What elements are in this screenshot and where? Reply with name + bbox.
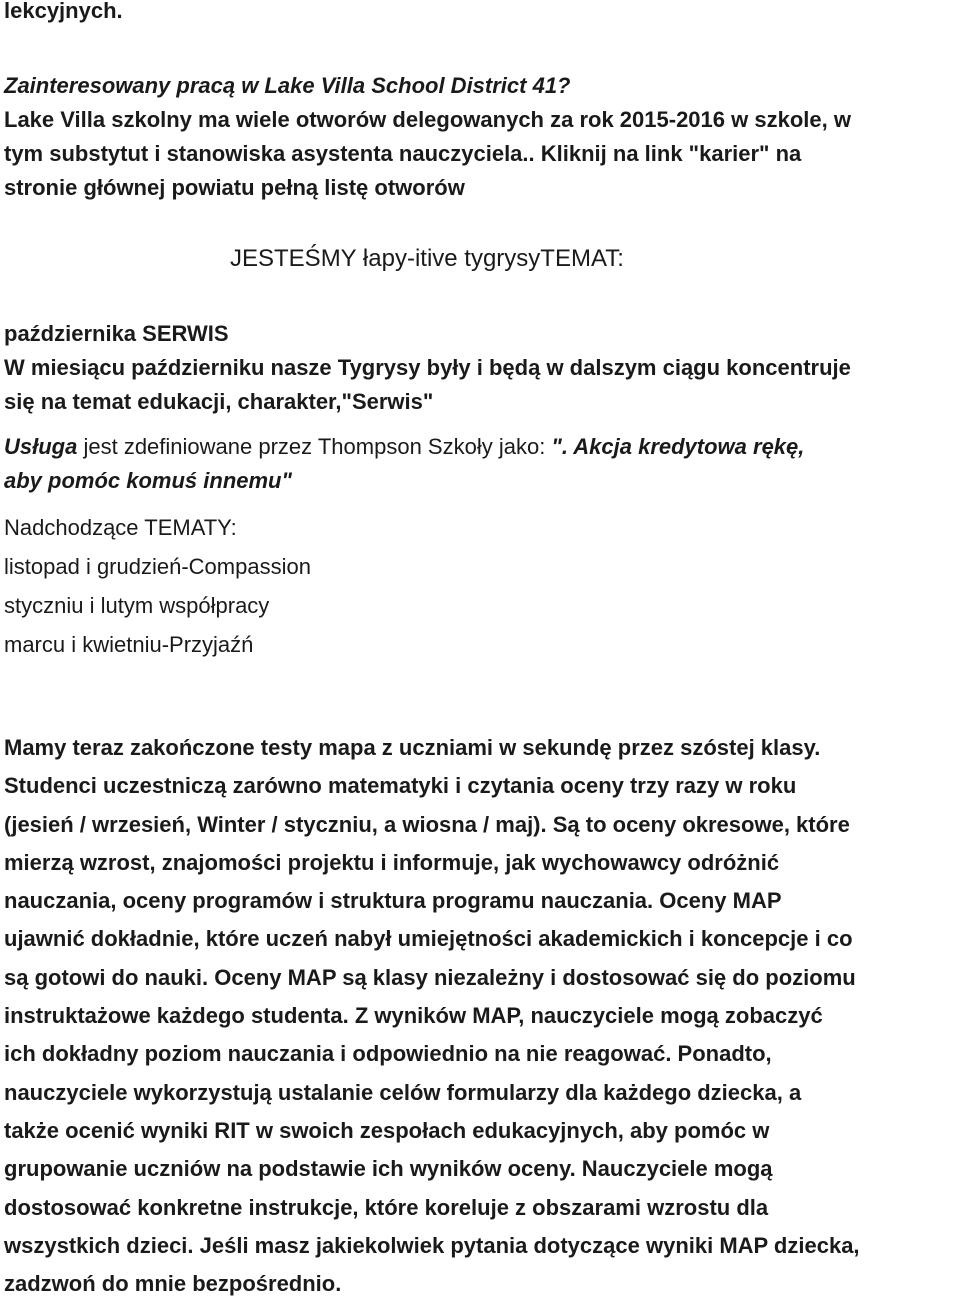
- job-openings-line-4: [4, 171, 851, 205]
- job-openings-line-3b: . Kliknij na link "karier" na: [528, 141, 802, 166]
- paragraph-line: nauczania, oceny programów i struktura programu nauczania. Oceny MAP: [4, 888, 782, 914]
- paragraph-line: także ocenić wyniki RIT w swoich zespołach edukacyjnych, aby pomóc w: [4, 1117, 770, 1143]
- job-openings-section: [4, 69, 851, 205]
- paragraph-line: są gotowi do nauki. Oceny MAP są klasy niezależny i dostosować się do poziomu: [4, 964, 856, 990]
- october-line-2: W miesiącu październiku nasze Tygrysy były i będą w dalszym ciągu koncentruje: [4, 355, 851, 380]
- paragraph-line: instruktażowe każdego studenta. Z wyników MAP, nauczyciele mogą zobaczyć: [4, 1003, 823, 1029]
- paragraph-line: (jesień / wrzesień, Winter / styczniu, a wiosna / maj). Są to oceny okresowe, które: [4, 811, 850, 837]
- paragraph-line: dostosować konkretne instrukcje, które koreluje z obszarami wzrostu dla: [4, 1194, 769, 1220]
- definition-text: jest zdefiniowane przez Thompson Szkoły jako:: [77, 434, 552, 459]
- top-fragment: lekcyjnych.: [4, 0, 123, 23]
- paragraph-line: ich dokładny poziom nauczania i odpowiednio na nie reagować. Ponadto,: [4, 1041, 772, 1067]
- upcoming-item: marcu i kwietniu-Przyjaźń: [4, 632, 254, 657]
- upcoming-item: listopad i grudzień-Compassion: [4, 554, 311, 579]
- job-openings-line-3a: tym substytut i stanowiska asystenta nauczyciela.: [4, 141, 529, 166]
- top-fragment-section: [4, 0, 123, 28]
- definition-line-1: [4, 430, 804, 464]
- job-openings-line-2: [4, 103, 851, 137]
- october-line-3: się na temat edukacji, charakter,"Serwis": [4, 389, 434, 414]
- october-service-section: [4, 317, 851, 419]
- paragraph-line: Studenci uczestniczą zarówno matematyki i czytania oceny trzy razy w roku: [4, 773, 797, 799]
- paragraph-line: wszystkich dzieci. Jeśli masz jakiekolwiek pytania dotyczące wyniki MAP dziecka,: [4, 1232, 860, 1258]
- map-testing-paragraph: [4, 729, 860, 1303]
- definition-word: Usługa: [4, 434, 78, 459]
- paragraph-line: Mamy teraz zakończone testy mapa z uczniami w sekundę przez szóstej klasy.: [4, 735, 821, 760]
- upcoming-title: Nadchodzące TEMATY:: [4, 515, 237, 540]
- service-definition-section: [4, 430, 804, 498]
- upcoming-topics-section: [4, 508, 311, 664]
- upcoming-item: styczniu i lutym współpracy: [4, 593, 270, 618]
- section-heading: JESTEŚMY łapy-itive tygrysyTEMAT:: [230, 245, 624, 272]
- job-openings-line-3: [4, 137, 851, 171]
- paragraph-line: grupowanie uczniów na podstawie ich wyników oceny. Nauczyciele mogą: [4, 1156, 773, 1182]
- definition-quote-end: aby pomóc komuś innemu": [4, 468, 292, 493]
- paragraph-line: ujawnić dokładnie, które uczeń nabył umiejętności akademickich i koncepcje i co: [4, 926, 853, 952]
- job-question: Zainteresowany pracą w Lake Villa School District 41?: [4, 73, 571, 98]
- paragraph-line: mierzą wzrost, znajomości projektu i informuje, jak wychowawcy odróżnić: [4, 849, 780, 875]
- paragraph-line: nauczyciele wykorzystują ustalanie celów formularzy dla każdego dziecka, a: [4, 1079, 802, 1105]
- job-openings-line-2-text: Lake Villa szkolny ma wiele otworów delegowanych za rok 2015-2016 w szkole, w: [4, 107, 851, 132]
- job-openings-line-4-text: stronie głównej powiatu pełną listę otworów: [4, 175, 465, 200]
- paragraph-line: zadzwoń do mnie bezpośrednio.: [4, 1271, 342, 1297]
- definition-quote-start: ". Akcja kredytowa rękę,: [551, 434, 805, 459]
- october-title: października SERWIS: [4, 321, 229, 346]
